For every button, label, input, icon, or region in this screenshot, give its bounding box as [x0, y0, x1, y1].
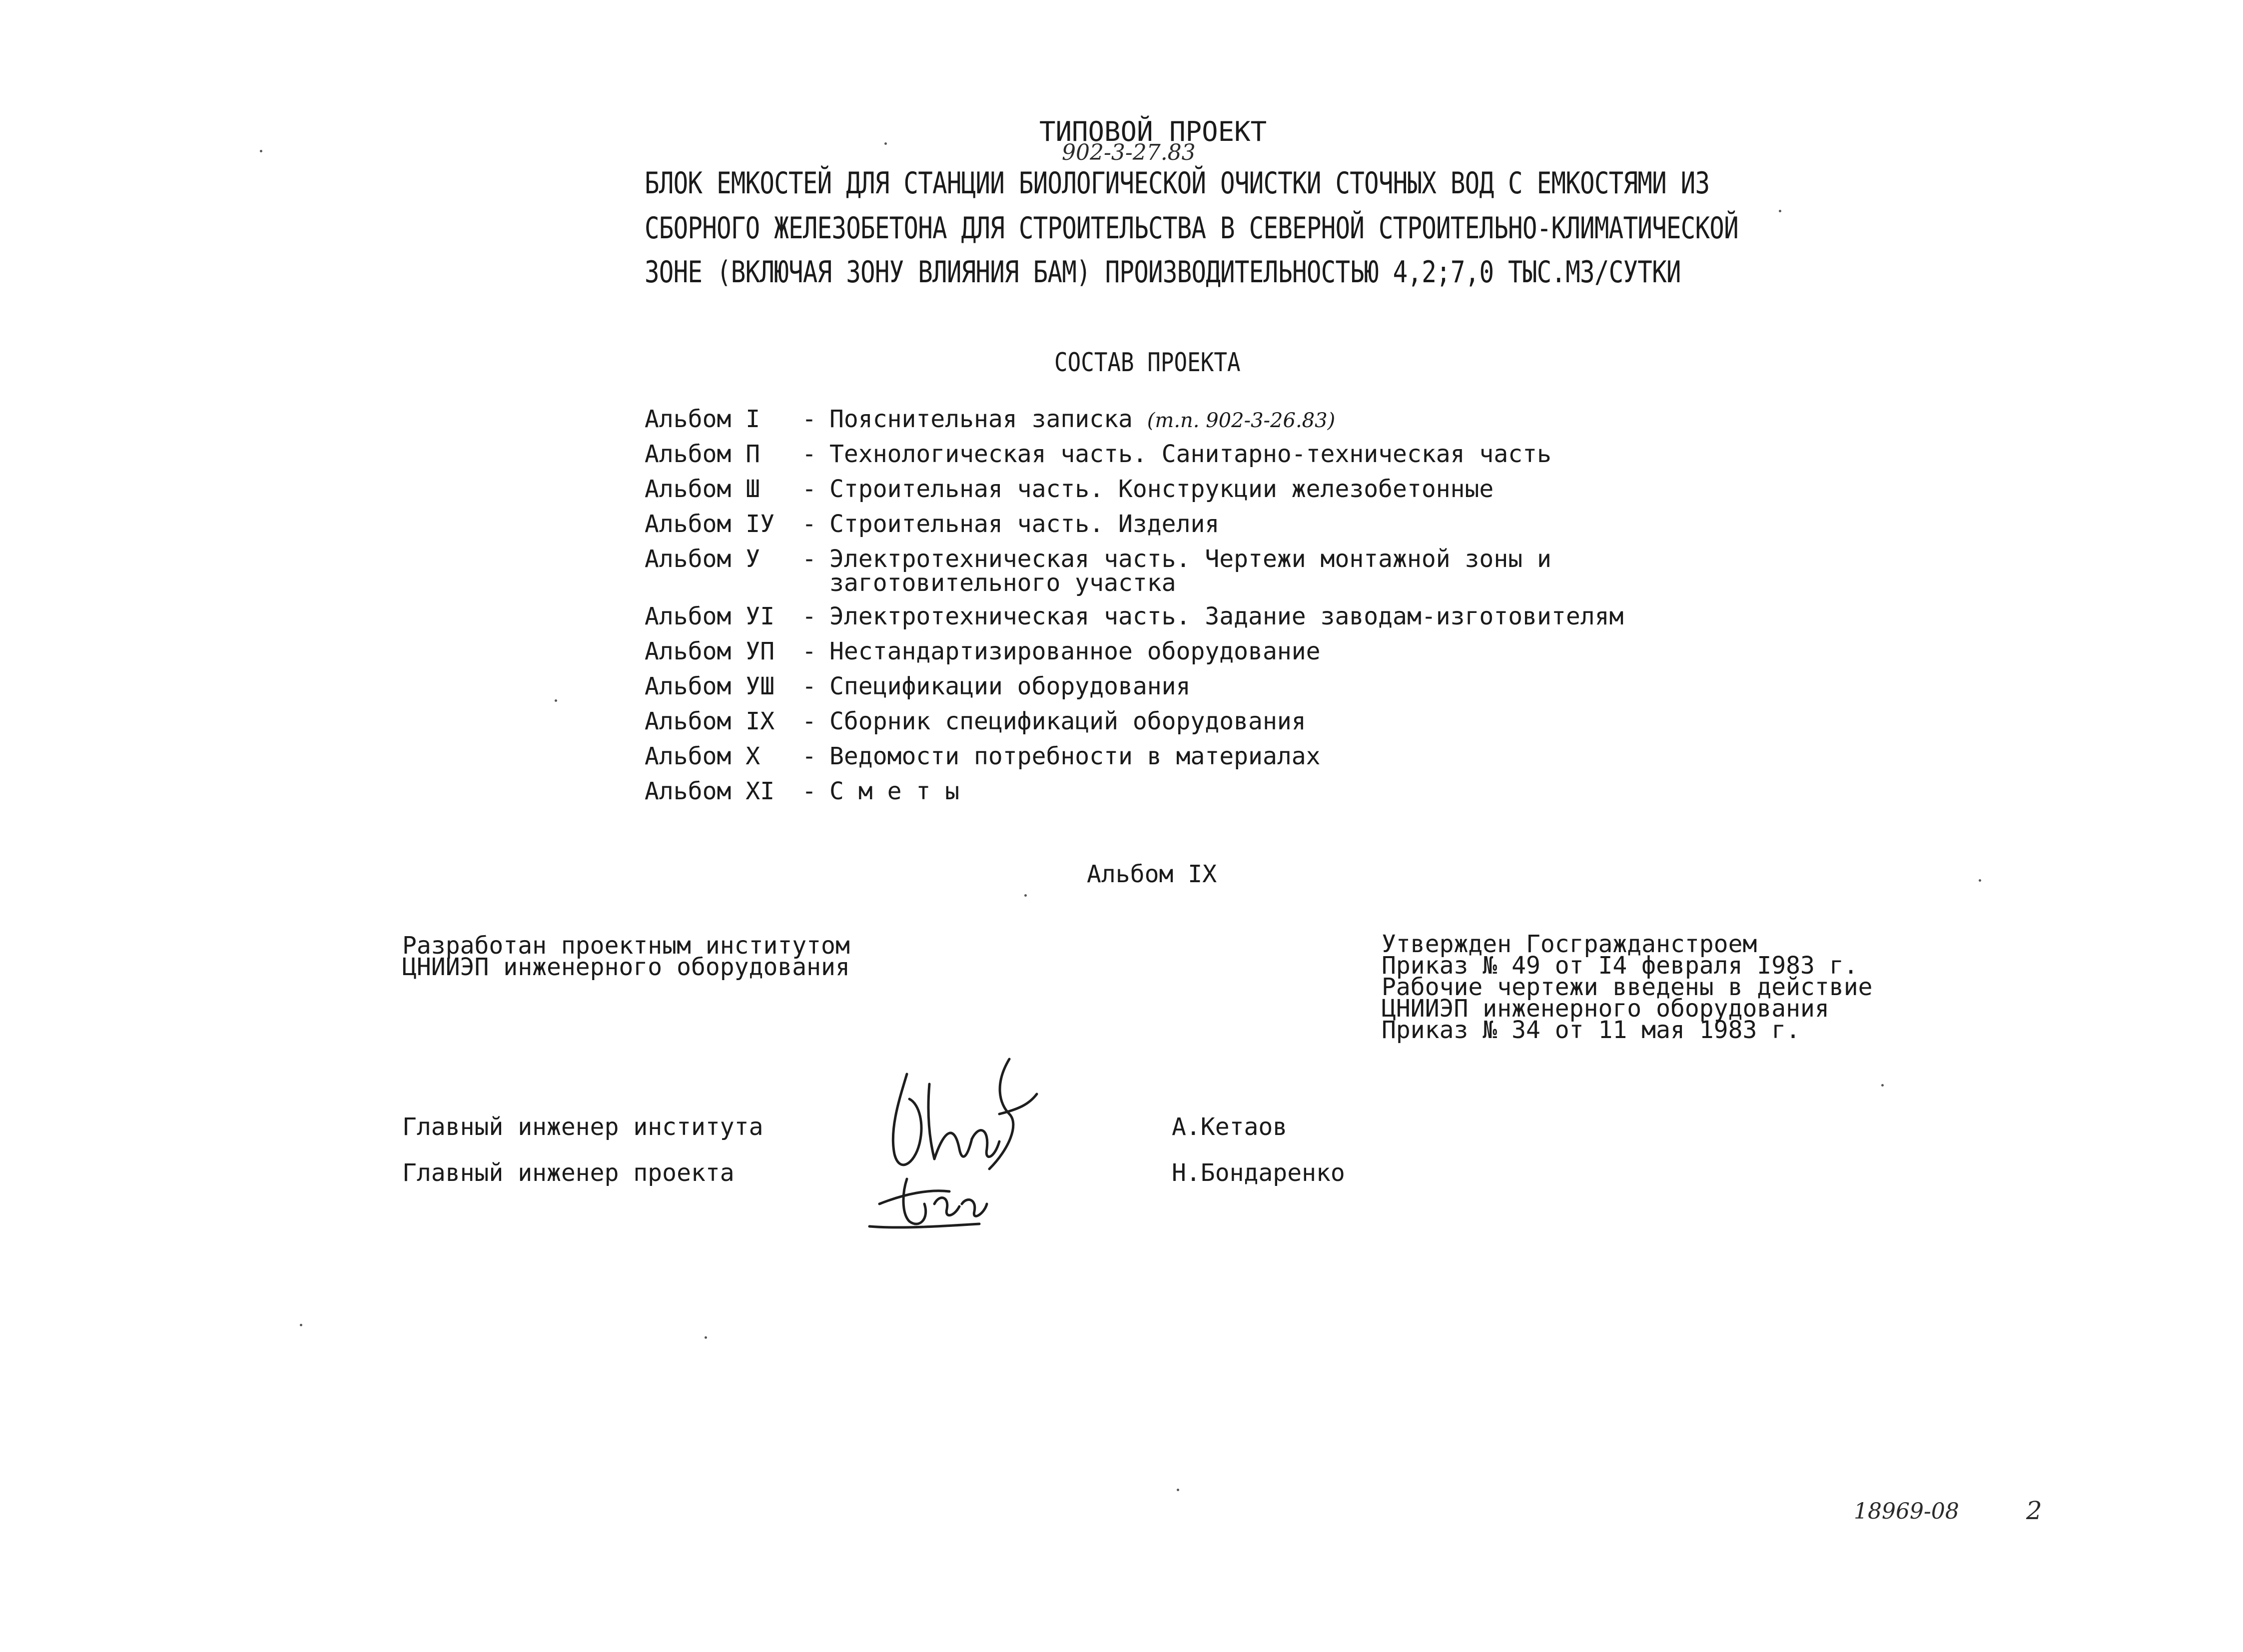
album-note: (т.п. 902-3-26.83) [1147, 409, 1336, 432]
album-desc: Пояснительная записка [829, 405, 1133, 433]
scan-speck [555, 699, 557, 702]
album-dash: - [802, 440, 816, 468]
document-label: ТИПОВОЙ ПРОЕКТ [1039, 116, 1267, 147]
album-desc: Сборник спецификаций оборудования [829, 707, 1306, 735]
scan-speck [1024, 894, 1027, 897]
album-dash: - [802, 742, 816, 770]
signature-name-1: А.Кетаов [1172, 1113, 1288, 1141]
album-desc: Строительная часть. Конструкции железобетонные [829, 475, 1494, 503]
approval-line-5: Приказ № 34 от 11 мая 1983 г. [1382, 1016, 1801, 1044]
album-label: Альбом У [645, 545, 760, 573]
scan-speck [884, 142, 887, 145]
composition-heading: СОСТАВ ПРОЕКТА [1054, 348, 1241, 378]
approval-line-2: Приказ № 49 от I4 февраля I983 г. [1382, 952, 1858, 980]
signature-name-2: Н.Бондаренко [1172, 1159, 1345, 1187]
developed-by-line-1: Разработан проектным институтом [402, 932, 850, 960]
album-label: Альбом IУ [645, 510, 775, 538]
album-label: Альбом I [645, 405, 760, 433]
album-desc-wrap [829, 407, 1335, 433]
album-label: Альбом П [645, 440, 760, 468]
album-desc: Электротехническая часть. Задание заводам-изготовителям [829, 602, 1624, 630]
album-dash: - [802, 475, 816, 503]
approval-line-4: ЦНИИЭП инженерного оборудования [1382, 995, 1829, 1023]
album-desc: Спецификации оборудования [829, 672, 1191, 700]
scan-speck [300, 1324, 302, 1326]
developed-by-line-2: ЦНИИЭП инженерного оборудования [402, 953, 850, 981]
album-dash: - [802, 707, 816, 735]
album-label: Альбом УП [645, 637, 775, 665]
document-code: 18969-08 [1854, 1499, 1959, 1524]
album-desc: С м е т ы [829, 777, 960, 805]
album-label: Альбом X [645, 742, 760, 770]
title-line-3: ЗОНЕ (ВКЛЮЧАЯ ЗОНУ ВЛИЯНИЯ БАМ) ПРОИЗВОДИТЕЛЬНОСТЬЮ 4,2;7,0 ТЫС.М3/СУТКИ [645, 255, 1681, 290]
project-number: 902-3-27.83 [1062, 140, 1196, 165]
album-dash: - [802, 777, 816, 805]
album-desc: Нестандартизированное оборудование [829, 637, 1321, 665]
signature-role-1: Главный инженер института [402, 1113, 763, 1141]
page-number: 2 [2026, 1496, 2042, 1525]
approval-line-3: Рабочие чертежи введены в действие [1382, 973, 1873, 1001]
album-dash: - [802, 510, 816, 538]
album-dash: - [802, 545, 816, 573]
approval-line-1: Утвержден Госгражданстроем [1382, 930, 1757, 958]
signature-role-2: Главный инженер проекта [402, 1159, 735, 1187]
album-label: Альбом УI [645, 602, 775, 630]
album-desc: Строительная часть. Изделия [829, 510, 1220, 538]
album-desc-continued: заготовительного участка [829, 569, 1176, 597]
title-line-2: СБОРНОГО ЖЕЛЕЗОБЕТОНА ДЛЯ СТРОИТЕЛЬСТВА В СЕВЕРНОЙ СТРОИТЕЛЬНО-КЛИМАТИЧЕСКОЙ [645, 211, 1738, 246]
scan-speck [1177, 1489, 1179, 1491]
handwritten-signature [859, 1054, 1119, 1254]
album-label: Альбом Ш [645, 475, 760, 503]
album-label: Альбом УШ [645, 672, 775, 700]
album-dash: - [802, 602, 816, 630]
album-desc: Электротехническая часть. Чертежи монтажной зоны и [829, 545, 1551, 573]
current-album-title: Альбом IX [1087, 860, 1217, 888]
scan-speck [1881, 1084, 1884, 1087]
scan-speck [705, 1336, 707, 1339]
album-desc: Технологическая часть. Санитарно-техническая часть [829, 440, 1551, 468]
scan-speck [1979, 879, 1981, 882]
title-line-1: БЛОК ЕМКОСТЕЙ ДЛЯ СТАНЦИИ БИОЛОГИЧЕСКОЙ ОЧИСТКИ СТОЧНЫХ ВОД С ЕМКОСТЯМИ ИЗ [645, 166, 1710, 201]
scan-speck [1779, 210, 1781, 212]
album-desc: Ведомости потребности в материалах [829, 742, 1321, 770]
album-dash: - [802, 405, 816, 433]
scan-speck [260, 150, 262, 152]
album-dash: - [802, 672, 816, 700]
album-dash: - [802, 637, 816, 665]
album-label: Альбом XI [645, 777, 775, 805]
album-label: Альбом IX [645, 707, 775, 735]
